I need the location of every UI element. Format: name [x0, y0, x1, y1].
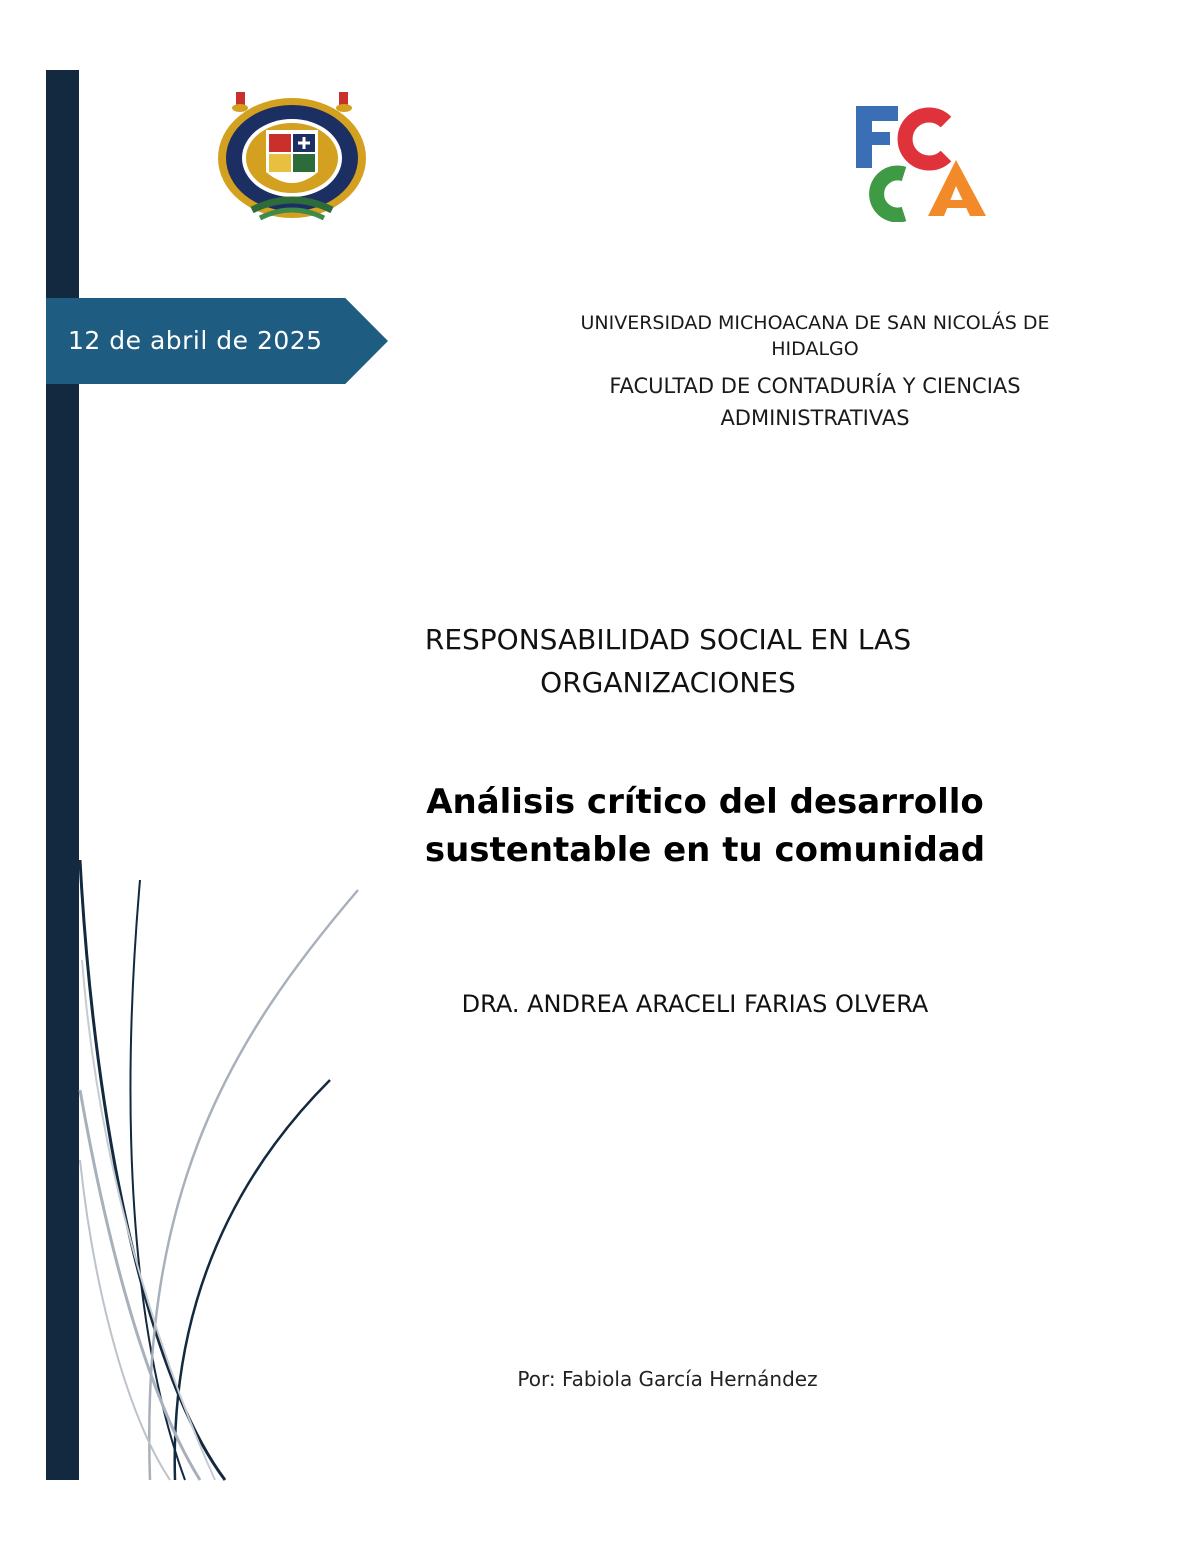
university-name: [545, 310, 1085, 362]
university-name-line: HIDALGO: [771, 338, 859, 360]
university-name-line: UNIVERSIDAD MICHOACANA DE SAN NICOLÁS DE: [580, 312, 1050, 334]
document-title: [385, 778, 1025, 874]
subject-name-line: RESPONSABILIDAD SOCIAL EN LAS: [424, 623, 912, 656]
date-text: 12 de abril de 2025: [68, 326, 323, 355]
umsnh-seal-logo: [212, 86, 372, 230]
document-title-line: Análisis crítico del desarrollo: [426, 782, 984, 822]
document-title-line: sustentable en tu comunidad: [424, 830, 986, 870]
faculty-name-line: ADMINISTRATIVAS: [720, 406, 910, 430]
faculty-name-line: FACULTAD DE CONTADURÍA Y CIENCIAS: [609, 374, 1021, 398]
fcca-logo: [850, 96, 998, 222]
subject-name: [368, 618, 968, 704]
professor-name: DRA. ANDREA ARACELI FARIAS OLVERA: [461, 990, 929, 1018]
decorative-curves: [0, 860, 380, 1490]
subject-name-line: ORGANIZACIONES: [540, 666, 796, 699]
author-line: Por: Fabiola García Hernández: [517, 1367, 818, 1391]
faculty-name: [560, 370, 1070, 434]
